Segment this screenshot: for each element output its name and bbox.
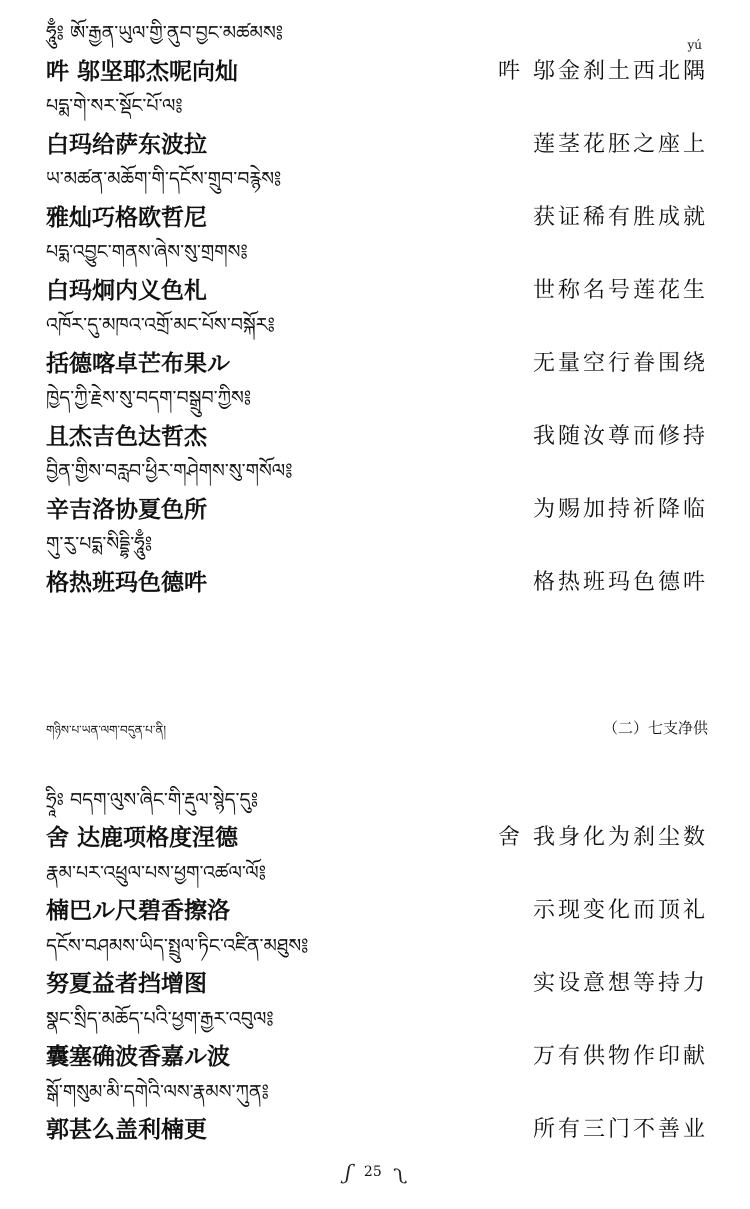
- verse-phonetic-line: 辛吉洛协夏色所: [46, 497, 207, 523]
- verse-meaning-line: 世称名号莲花生: [532, 278, 708, 303]
- page-number-value: 25: [363, 1164, 382, 1180]
- verse-tibetan-line: པདྨ་གེ་སར་སྡོང་པོ་ལ༔: [46, 95, 183, 117]
- verse-phonetic-line: 白玛给萨东波拉: [46, 132, 207, 158]
- verse-phonetic-line: 楠巴ル尺碧香擦洛: [46, 898, 230, 924]
- verse-phonetic-line: 吽 邬坚耶杰呢向灿: [46, 59, 239, 85]
- verse-phonetic-line: 舍 达鹿项格度涅德: [46, 825, 239, 851]
- verse-phonetic-line: 白玛炯内义色札: [46, 278, 207, 304]
- verse-meaning-line: 万有供物作印献: [532, 1044, 708, 1069]
- verse-meaning-line: 我随汝尊而修持: [532, 424, 708, 449]
- verse-tibetan-line: པདྨ་འབྱུང་གནས་ཞེས་སུ་གྲགས༔: [46, 241, 248, 263]
- section-heading-chinese: （二）七支净供: [602, 719, 708, 737]
- verse-tibetan-line: ཧྲཱིཿ བདག་ལུས་ཞིང་གི་རྡུལ་སྙེད་དུ༔: [46, 789, 259, 811]
- verse-meaning-line: 所有三门不善业: [532, 1117, 708, 1142]
- verse-phonetic-line: 努夏益者挡增图: [46, 971, 207, 997]
- verse-meaning-line: 莲茎花胚之座上: [532, 132, 708, 157]
- verse-meaning-line: 格热班玛色德吽: [532, 570, 708, 595]
- pinyin-annotation: yú: [687, 38, 702, 52]
- verse-phonetic-line: 括德喀卓芒布果ル: [46, 351, 230, 377]
- verse-tibetan-line: དངོས་བཤམས་ཡིད་སྤྲུལ་ཏིང་འཛིན་མཐུས༔: [46, 935, 309, 957]
- verse-meaning-line: 吽 邬金刹土西北隅: [498, 59, 708, 84]
- verse-tibetan-line: སྣང་སྲིད་མཆོད་པའི་ཕྱག་རྒྱར་འབུལ༔: [46, 1008, 274, 1030]
- verse-phonetic-line: 格热班玛色德吽: [46, 570, 207, 596]
- verse-phonetic-line: 雅灿巧格欧哲尼: [46, 205, 207, 231]
- verse-phonetic-line: 郭甚么盖利楠更: [46, 1117, 207, 1143]
- page-number-right-ornament: ʅ: [390, 1160, 408, 1184]
- verse-tibetan-line: ཡ་མཚན་མཆོག་གི་དངོས་གྲུབ་བརྙེས༔: [46, 168, 282, 190]
- verse-meaning-line: 无量空行眷围绕: [532, 351, 708, 376]
- verse-meaning-line: 舍 我身化为刹尘数: [498, 825, 708, 850]
- page-number: [0, 1162, 750, 1182]
- verse-tibetan-line: བྱིན་གྱིས་བརླབ་ཕྱིར་གཤེགས་སུ་གསོལ༔: [46, 460, 293, 482]
- verse-meaning-line: 示现变化而顶礼: [532, 898, 708, 923]
- verse-meaning-line: 为赐加持祈降临: [532, 497, 708, 522]
- verse-phonetic-line: 囊塞确波香嘉ル波: [46, 1044, 230, 1070]
- verse-tibetan-line: སྒོ་གསུམ་མི་དགེའི་ལས་རྣམས་ཀུན༔: [46, 1081, 269, 1103]
- verse-tibetan-line: གུ་རུ་པདྨ་སིདྡྷི་ཧཱུྃ༔: [46, 533, 153, 555]
- verse-tibetan-line: ཁྱེད་ཀྱི་རྗེས་སུ་བདག་བསྒྲུབ་ཀྱིས༔: [46, 387, 252, 409]
- verse-meaning-line: 获证稀有胜成就: [532, 205, 708, 230]
- section-heading-tibetan: གཉིས་པ་ཡན་ལག་བདུན་པ་ནི།: [46, 723, 167, 737]
- verse-meaning-line: 实设意想等持力: [532, 971, 708, 996]
- page-number-left-ornament: ʃ: [342, 1160, 356, 1184]
- verse-tibetan-line: རྣམ་པར་འཕྲུལ་པས་ཕྱག་འཚལ་ལོ༔: [46, 862, 266, 884]
- verse-phonetic-line: 且杰吉色达哲杰: [46, 424, 207, 450]
- verse-tibetan-line: འཁོར་དུ་མཁའ་འགྲོ་མང་པོས་བསྐོར༔: [46, 314, 275, 336]
- verse-tibetan-line: ཧཱུྃ༔ ཨོ་རྒྱན་ཡུལ་གྱི་ནུབ་བྱང་མཚམས༔: [46, 22, 284, 44]
